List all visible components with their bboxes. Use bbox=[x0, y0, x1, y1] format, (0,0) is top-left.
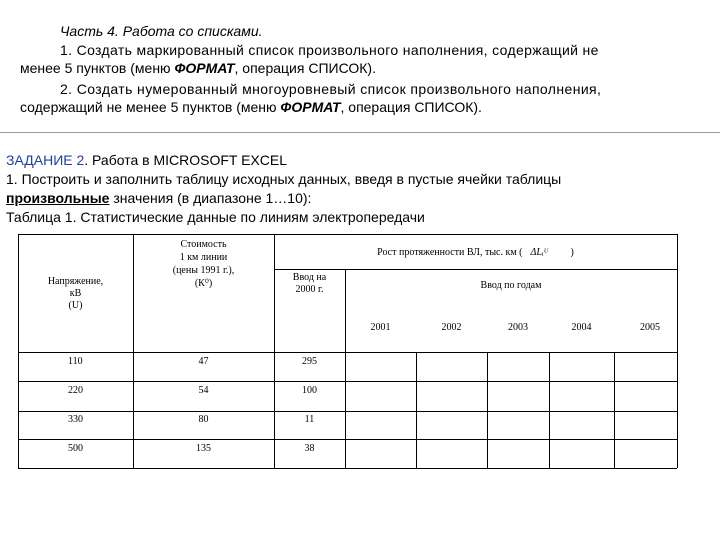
row4-cost: 135 bbox=[196, 443, 211, 454]
task2-line2-rest: значения (в диапазоне 1…10): bbox=[109, 190, 312, 206]
cost-header-line2: 1 км линии bbox=[179, 252, 228, 263]
input-2000-line1: Ввод на bbox=[292, 272, 327, 283]
task2-heading bbox=[6, 151, 287, 169]
table-line-row3 bbox=[18, 439, 677, 440]
part4-item1-line2 bbox=[20, 59, 376, 77]
table-line-growth bbox=[274, 269, 677, 270]
table-line-c2 bbox=[274, 234, 275, 468]
table-line-right bbox=[677, 234, 678, 468]
part4-item2-line1: 2. Создать нумерованный многоуровневый список произвольного наполнения, bbox=[60, 81, 602, 97]
table-line-c4 bbox=[416, 352, 417, 468]
table-line-row2 bbox=[18, 411, 677, 412]
row3-voltage: 330 bbox=[68, 414, 83, 425]
year-2001: 2001 bbox=[370, 322, 391, 333]
part4-item1-prefix: менее 5 пунктов (меню bbox=[20, 60, 175, 76]
table-line-bottom bbox=[18, 468, 677, 469]
voltage-header-line2: кВ bbox=[69, 288, 82, 299]
section-divider bbox=[0, 132, 720, 133]
table-caption: Таблица 1. Статистические данные по линиям электропередачи bbox=[6, 209, 425, 225]
table-line-left bbox=[18, 234, 19, 468]
voltage-header-line1: Напряжение, bbox=[47, 276, 104, 287]
voltage-header-line3: (U) bbox=[68, 300, 83, 311]
growth-symbol: ΔLᵢᵁ bbox=[530, 247, 549, 258]
part4-title: Часть 4. Работа со списками. bbox=[60, 23, 263, 39]
year-2005: 2005 bbox=[640, 322, 660, 333]
table-line-c7 bbox=[614, 352, 615, 468]
row2-cost: 54 bbox=[198, 385, 209, 396]
task2-heading-rest: . Работа в MICROSOFT EXCEL bbox=[84, 152, 287, 168]
part4-item1-line1: 1. Создать маркированный список произвольного наполнения, содержащий не bbox=[60, 42, 599, 58]
year-2003: 2003 bbox=[508, 322, 528, 333]
cost-header bbox=[133, 238, 274, 290]
growth-close: ) bbox=[570, 247, 574, 258]
year-2002: 2002 bbox=[441, 322, 462, 333]
row3-input-2000: 11 bbox=[304, 414, 315, 425]
row2-input-2000: 100 bbox=[302, 385, 317, 396]
growth-header-text: Рост протяженности ВЛ, тыс. км ( bbox=[377, 247, 523, 258]
table-line-c5 bbox=[487, 352, 488, 468]
input-2000-header bbox=[274, 272, 345, 296]
table-line-c6 bbox=[549, 352, 550, 468]
input-years-header: Ввод по годам bbox=[480, 280, 542, 291]
row1-cost: 47 bbox=[198, 356, 209, 367]
row3-cost: 80 bbox=[198, 414, 209, 425]
part4-item1-menu: ФОРМАТ bbox=[174, 60, 235, 76]
task2-line1: 1. Построить и заполнить таблицу исходных данных, введя в пустые ячейки таблицы bbox=[6, 171, 562, 187]
task2-emphasis: произвольные bbox=[6, 190, 110, 206]
table-line-header-bottom bbox=[18, 352, 677, 353]
table-line-row1 bbox=[18, 381, 677, 382]
part4-item1-suffix: , операция СПИСОК). bbox=[234, 60, 376, 76]
cost-header-line1: Стоимость bbox=[180, 239, 227, 250]
row4-voltage: 500 bbox=[68, 443, 83, 454]
row1-input-2000: 295 bbox=[302, 356, 317, 367]
table-line-top bbox=[18, 234, 677, 235]
task2-line2 bbox=[6, 189, 311, 207]
cost-header-line3: (цены 1991 г.), bbox=[172, 265, 235, 276]
task2-heading-label: ЗАДАНИЕ 2 bbox=[6, 152, 85, 168]
voltage-header bbox=[18, 276, 133, 312]
row2-voltage: 220 bbox=[68, 385, 83, 396]
cost-header-line4: (К⁰) bbox=[194, 278, 213, 289]
part4-item2-line2 bbox=[20, 98, 482, 116]
part4-item2-menu: ФОРМАТ bbox=[280, 99, 341, 115]
growth-header bbox=[274, 247, 677, 259]
part4-item2-suffix: , операция СПИСОК). bbox=[340, 99, 482, 115]
part4-item2-prefix: содержащий не менее 5 пунктов (меню bbox=[20, 99, 281, 115]
input-2000-line2: 2000 г. bbox=[295, 284, 324, 295]
table-line-c3 bbox=[345, 269, 346, 468]
row4-input-2000: 38 bbox=[304, 443, 315, 454]
year-2004: 2004 bbox=[571, 322, 592, 333]
row1-voltage: 110 bbox=[68, 356, 83, 367]
